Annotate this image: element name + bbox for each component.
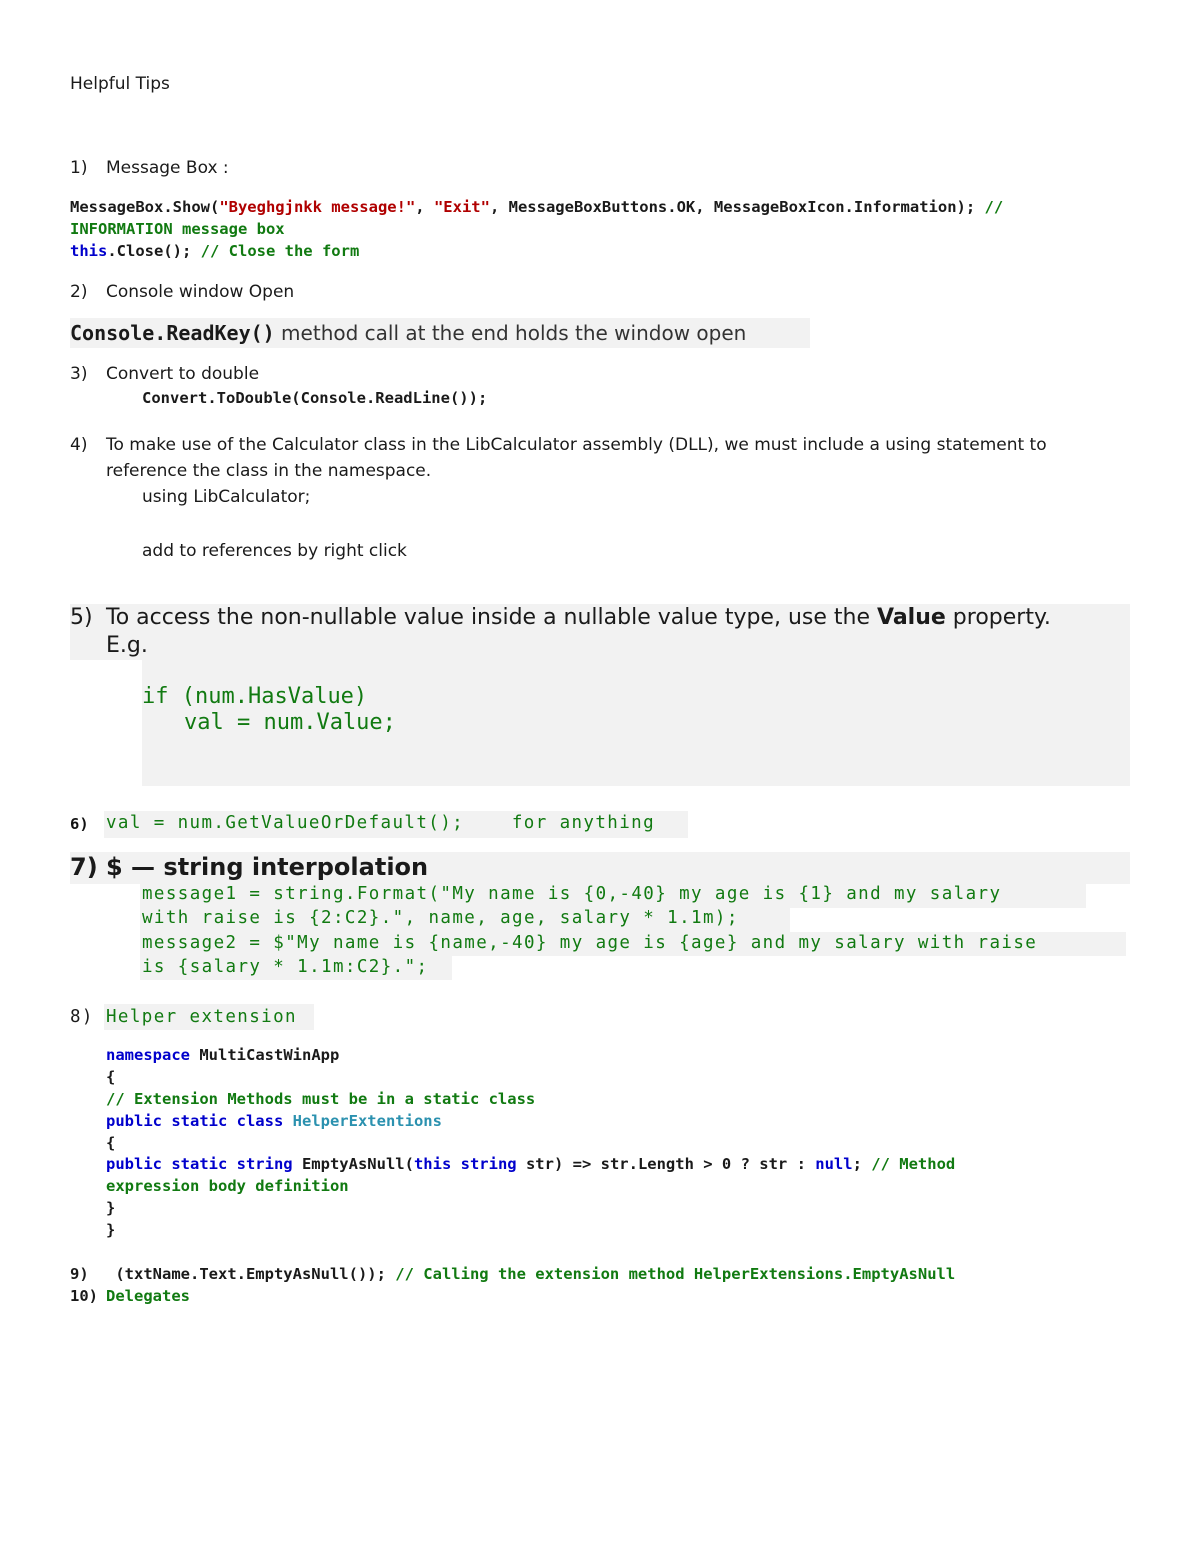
tip4-number: 4) <box>70 435 88 455</box>
tip7-number: 7) <box>70 853 98 881</box>
tip3-number: 3) <box>70 364 88 384</box>
tip1-code-line1: MessageBox.Show("Byeghgjnkk message!", "Exit", MessageBoxButtons.OK, MessageBoxIcon.Information); // <box>70 198 1004 216</box>
tip3-label: Convert to double <box>106 364 260 384</box>
tip4-line1: To make use of the Calculator class in the LibCalculator assembly (DLL), we must include a using statement to <box>106 435 1047 455</box>
tip6-number: 6) <box>70 815 89 833</box>
tip7-code-line4: is {salary * 1.1m:C2}."; <box>142 957 429 977</box>
tip1-code-line2: INFORMATION message box <box>70 220 285 238</box>
tip8-label: Helper extension <box>106 1007 297 1027</box>
tip8-code-brace2: { <box>106 1134 116 1152</box>
tip8-code-brace3: } <box>106 1199 116 1217</box>
tip2-label: Console window Open <box>106 282 295 302</box>
tip1-number: 1) <box>70 158 88 178</box>
tip5-code-line2: val = num.Value; <box>184 710 396 735</box>
tip8-code-brace4: } <box>106 1221 116 1239</box>
tip4-line2: reference the class in the namespace. <box>106 461 432 481</box>
tip3-code: Convert.ToDouble(Console.ReadLine()); <box>142 389 488 407</box>
tip8-code-class: public static class HelperExtentions <box>106 1112 442 1130</box>
tip4-line4: add to references by right click <box>142 541 407 561</box>
tip6-code: val = num.GetValueOrDefault(); for anything <box>106 813 656 833</box>
tip8-code-namespace: namespace MultiCastWinApp <box>106 1046 340 1064</box>
tip2-number: 2) <box>70 282 88 302</box>
tip8-code-brace1: { <box>106 1068 116 1086</box>
tip8-code-method: public static string EmptyAsNull(this string str) => str.Length > 0 ? str : null; // Method <box>106 1155 956 1173</box>
tip7-heading: $ — string interpolation <box>106 853 429 881</box>
tip10-number: 10) <box>70 1287 98 1305</box>
page-title: Helpful Tips <box>70 74 170 94</box>
tip7-code-line3: message2 = $"My name is {name,-40} my age is {age} and my salary with raise <box>142 933 1038 953</box>
tip9-code: (txtName.Text.EmptyAsNull()); // Calling the extension method HelperExtensions.EmptyAsNull <box>106 1265 956 1283</box>
tip5-code-line1: if (num.HasValue) <box>142 684 368 709</box>
tip7-code-line2: with raise is {2:C2}.", name, age, salary * 1.1m); <box>142 908 739 928</box>
tip7-code-line1: message1 = string.Format("My name is {0,-40} my age is {1} and my salary <box>142 884 1002 904</box>
tip5-text: To access the non-nullable value inside a nullable value type, use the Value property. <box>106 605 1051 630</box>
tip5-number: 5) <box>70 605 93 630</box>
tip4-line3: using LibCalculator; <box>142 487 311 507</box>
tip8-code-method-comment: expression body definition <box>106 1177 349 1195</box>
tip2-text: Console.ReadKey() method call at the end holds the window open <box>70 321 747 345</box>
tip9-number: 9) <box>70 1265 89 1283</box>
tip1-code-line3: this.Close(); // Close the form <box>70 242 360 260</box>
tip8-code-comment: // Extension Methods must be in a static class <box>106 1090 536 1108</box>
tip5-line2: E.g. <box>106 633 148 658</box>
tip1-label: Message Box : <box>106 158 229 178</box>
tip8-number: 8) <box>70 1007 94 1027</box>
tip10-text: Delegates <box>106 1287 190 1305</box>
